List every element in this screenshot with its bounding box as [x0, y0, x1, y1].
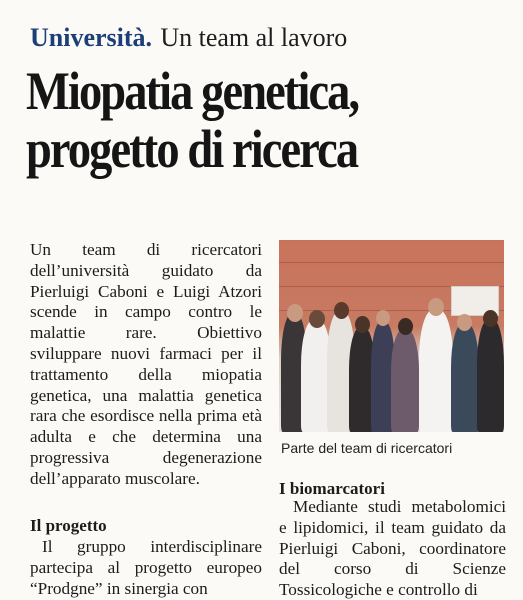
team-photo — [279, 240, 504, 432]
lead-column — [30, 240, 262, 490]
section-title-biomarkers: I biomarcatori — [279, 479, 385, 498]
headline-line-2: progetto di ricerca — [26, 119, 358, 179]
section-title-project: Il progetto — [30, 516, 107, 535]
section-label: Università. — [30, 23, 153, 52]
lead-paragraph: Un team di ricercatori dell’università guidato da Pierluigi Caboni e Luigi Atzori scende in campo contro le malattie rare. Obiettivo sviluppare nuovi farmaci per il trattamento della miopatia genetica, una malattia genetica rara che esordisce nella prima età adulta e che determina una progressiva degenerazione dell’apparato muscolare. — [30, 240, 262, 488]
project-paragraph: Il gruppo interdisciplinare partecipa al progetto europeo “Prodgne” in sinergia con — [30, 537, 262, 598]
article-kicker — [30, 22, 347, 54]
person-figure — [419, 310, 453, 432]
article-headline — [26, 62, 447, 178]
photo-caption: Parte del team di ricercatori — [281, 440, 453, 456]
headline-line-1: Miopatia genetica, — [26, 61, 359, 121]
person-figure — [391, 330, 419, 432]
biomarkers-paragraph: Mediante studi metabolomici e lipidomici, il team guidato da Pierluigi Caboni, coordinatore del corso di Scienze Tossicologiche e controllo di — [279, 497, 506, 600]
person-figure — [451, 324, 479, 432]
kicker-subtitle: Un team al lavoro — [160, 23, 348, 52]
person-figure — [477, 320, 504, 432]
